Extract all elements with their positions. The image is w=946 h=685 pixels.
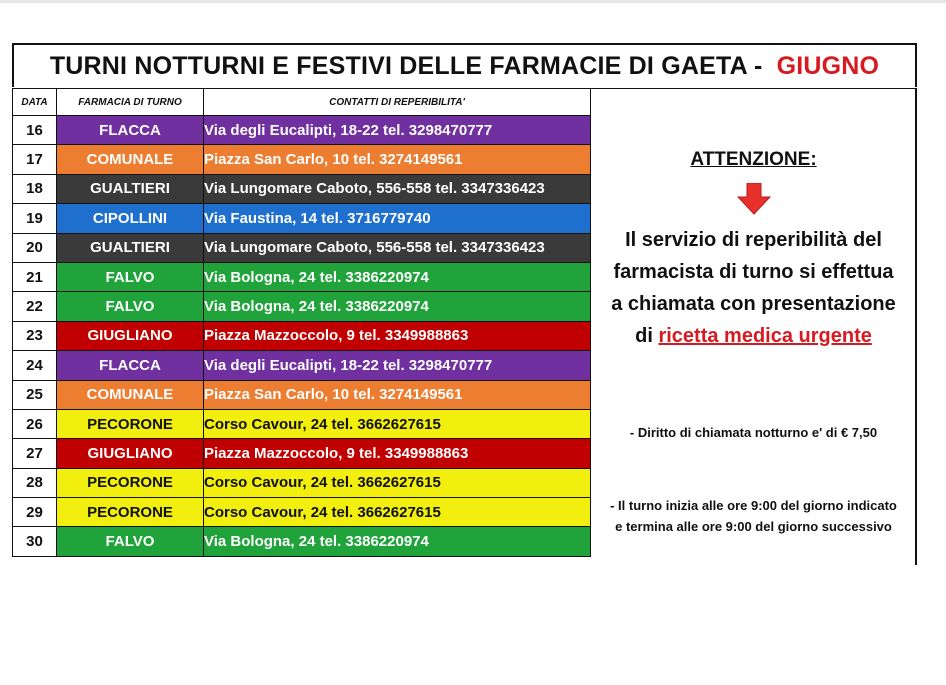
notice-line-1: Il servizio di reperibilità del (625, 229, 882, 251)
row-contact: Via degli Eucalipti, 18-22 tel. 3298470777 (204, 351, 591, 380)
shift-hours-line-1: - Il turno inizia alle ore 9:00 del giorno indicato (610, 498, 897, 513)
row-day: 21 (13, 262, 57, 291)
header-pharmacy: FARMACIA DI TURNO (57, 89, 204, 116)
row-contact: Via Bologna, 24 tel. 3386220974 (204, 527, 591, 556)
row-pharmacy: CIPOLLINI (57, 204, 204, 233)
table-row (13, 233, 591, 262)
notice-line-3: a chiamata con presentazione (611, 293, 896, 315)
table-row (13, 145, 591, 174)
row-day: 20 (13, 233, 57, 262)
row-day: 26 (13, 409, 57, 438)
row-contact: Via Lungomare Caboto, 556-558 tel. 3347336423 (204, 233, 591, 262)
table-row (13, 380, 591, 409)
table-row (13, 351, 591, 380)
row-contact: Via Bologna, 24 tel. 3386220974 (204, 262, 591, 291)
prescription-highlight: ricetta medica urgente (658, 325, 872, 347)
schedule-poster (12, 43, 917, 565)
row-contact: Via degli Eucalipti, 18-22 tel. 3298470777 (204, 116, 591, 145)
schedule-table (12, 88, 591, 557)
row-day: 23 (13, 321, 57, 350)
notice-heading: ATTENZIONE: (690, 149, 817, 170)
table-row (13, 409, 591, 438)
table-row (13, 439, 591, 468)
table-row (13, 174, 591, 203)
table-row (13, 116, 591, 145)
notice-body (590, 224, 917, 352)
top-border (0, 0, 946, 3)
notice-line-4 (590, 320, 917, 352)
row-contact: Piazza Mazzoccolo, 9 tel. 3349988863 (204, 439, 591, 468)
row-pharmacy: FLACCA (57, 116, 204, 145)
table-row (13, 468, 591, 497)
row-pharmacy: FALVO (57, 292, 204, 321)
row-pharmacy: GUALTIERI (57, 174, 204, 203)
row-pharmacy: FALVO (57, 527, 204, 556)
row-pharmacy: GIUGLIANO (57, 439, 204, 468)
row-pharmacy: COMUNALE (57, 380, 204, 409)
row-pharmacy: PECORONE (57, 468, 204, 497)
table-row (13, 527, 591, 556)
title-text: TURNI NOTTURNI E FESTIVI DELLE FARMACIE DI GAETA - (49, 51, 763, 80)
row-pharmacy: COMUNALE (57, 145, 204, 174)
table-row (13, 204, 591, 233)
row-day: 18 (13, 174, 57, 203)
table-row (13, 262, 591, 291)
notice-line-2: farmacista di turno si effettua (613, 261, 894, 283)
table-row (13, 321, 591, 350)
row-contact: Via Faustina, 14 tel. 3716779740 (204, 204, 591, 233)
row-day: 24 (13, 351, 57, 380)
row-contact: Piazza San Carlo, 10 tel. 3274149561 (204, 145, 591, 174)
row-contact: Piazza San Carlo, 10 tel. 3274149561 (204, 380, 591, 409)
table-header-row (13, 89, 591, 116)
row-contact: Piazza Mazzoccolo, 9 tel. 3349988863 (204, 321, 591, 350)
row-day: 19 (13, 204, 57, 233)
row-pharmacy: GIUGLIANO (57, 321, 204, 350)
row-day: 30 (13, 527, 57, 556)
row-contact: Corso Cavour, 24 tel. 3662627615 (204, 409, 591, 438)
notice-panel (590, 88, 917, 565)
row-day: 22 (13, 292, 57, 321)
row-contact: Corso Cavour, 24 tel. 3662627615 (204, 498, 591, 527)
row-day: 27 (13, 439, 57, 468)
row-day: 17 (13, 145, 57, 174)
row-pharmacy: GUALTIERI (57, 233, 204, 262)
row-contact: Via Bologna, 24 tel. 3386220974 (204, 292, 591, 321)
page-title (12, 43, 917, 87)
shift-hours-note (590, 495, 917, 537)
table-row (13, 498, 591, 527)
row-day: 16 (13, 116, 57, 145)
header-contact: CONTATTI DI REPERIBILITA' (204, 89, 591, 116)
title-month: GIUGNO (776, 51, 880, 80)
header-day: DATA (13, 89, 57, 116)
row-day: 25 (13, 380, 57, 409)
row-pharmacy: PECORONE (57, 498, 204, 527)
row-contact: Via Lungomare Caboto, 556-558 tel. 3347336423 (204, 174, 591, 203)
row-pharmacy: FALVO (57, 262, 204, 291)
row-day: 29 (13, 498, 57, 527)
row-pharmacy: FLACCA (57, 351, 204, 380)
row-contact: Corso Cavour, 24 tel. 3662627615 (204, 468, 591, 497)
arrow-down-icon (737, 183, 771, 215)
notice-line-4-prefix: di (635, 325, 653, 347)
shift-hours-line-2: e termina alle ore 9:00 del giorno successivo (615, 519, 892, 534)
row-day: 28 (13, 468, 57, 497)
table-row (13, 292, 591, 321)
row-pharmacy: PECORONE (57, 409, 204, 438)
call-fee-note: - Diritto di chiamata notturno e' di € 7,50 (629, 425, 878, 440)
